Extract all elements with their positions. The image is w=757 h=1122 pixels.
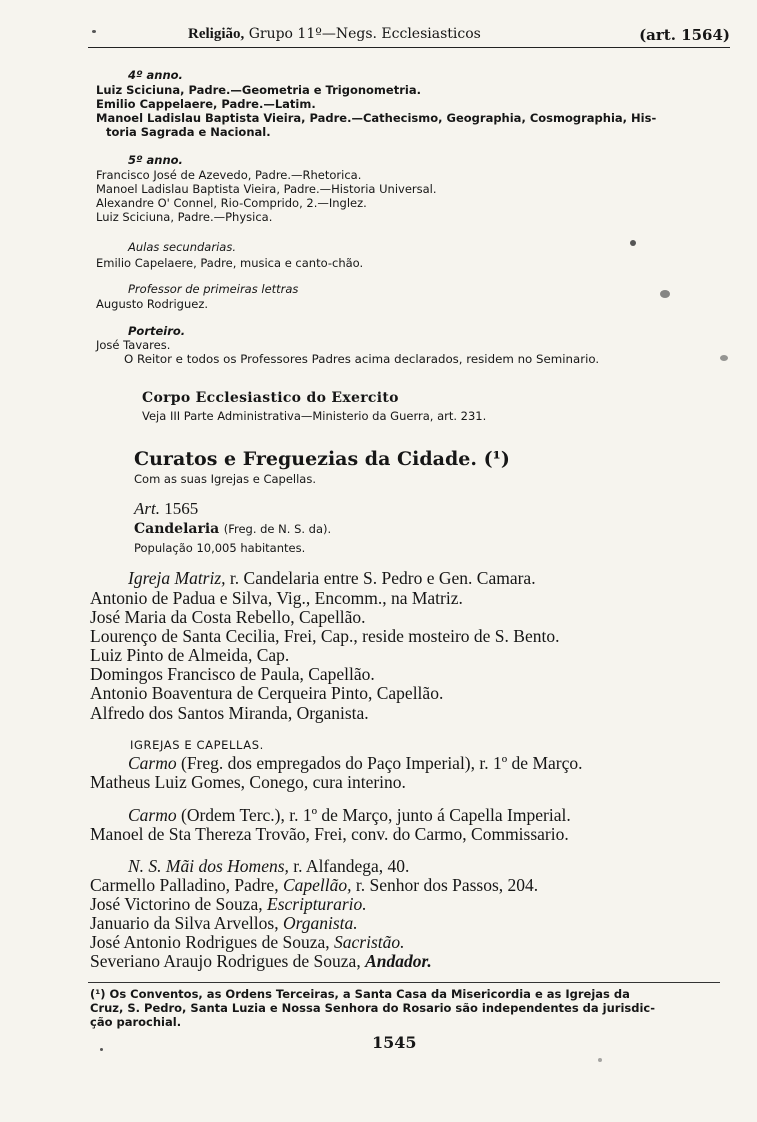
year4-line-2: Emilio Cappelaere, Padre.—Latim.	[96, 97, 316, 111]
aulas-heading: Aulas secundarias.	[128, 240, 236, 254]
scan-speck	[660, 290, 670, 298]
candelaria-freg: (Freg. de N. S. da).	[223, 522, 332, 536]
igrejas-heading: IGREJAS E CAPELLAS.	[130, 738, 264, 752]
header-article-ref: (art. 1564)	[639, 26, 730, 44]
year5-heading: 5º anno.	[128, 153, 183, 167]
running-header	[88, 26, 730, 48]
nsmai-person-2-role: Escripturario.	[267, 894, 367, 914]
nsmai-person-4-role: Sacristão.	[334, 932, 405, 952]
curatos-subtitle: Com as suas Igrejas e Capellas.	[134, 472, 316, 486]
matriz-person-4: Luiz Pinto de Almeida, Cap.	[90, 645, 290, 665]
nsmai-person-4-name: José Antonio Rodrigues de Souza,	[90, 932, 330, 952]
article-label: Art.	[134, 499, 160, 518]
nsmai-person-5-name: Severiano Araujo Rodrigues de Souza,	[90, 951, 361, 971]
nsmai-person-4	[90, 932, 405, 952]
professor-line: Augusto Rodriguez.	[96, 297, 209, 311]
reitor-line: O Reitor e todos os Professores Padres acima declarados, residem no Seminario.	[124, 352, 600, 366]
carmo-freg-address: (Freg. dos empregados do Paço Imperial), r. 1º de Março.	[181, 753, 583, 773]
curatos-title	[134, 448, 510, 470]
nsmai-address: r. Alfandega, 40.	[293, 856, 410, 876]
carmo-freg-person: Matheus Luiz Gomes, Conego, cura interino.	[90, 772, 406, 792]
page-number: 1545	[372, 1033, 417, 1052]
nsmai-person-1	[90, 875, 538, 895]
professor-heading: Professor de primeiras lettras	[128, 282, 299, 296]
scan-speck	[630, 240, 636, 246]
footnote-line-3: ção parochial.	[90, 1015, 182, 1029]
nsmai-person-2-name: José Victorino de Souza,	[90, 894, 263, 914]
carmo-ordem-line	[128, 805, 571, 825]
year5-line-3: Alexandre O' Connel, Rio-Comprido, 2.—Inglez.	[96, 196, 367, 210]
scan-speck	[92, 30, 96, 33]
matriz-person-2: José Maria da Costa Rebello, Capellão.	[90, 607, 366, 627]
carmo-ordem-address: (Ordem Terc.), r. 1º de Março, junto á Capella Imperial.	[181, 805, 571, 825]
year5-line-1: Francisco José de Azevedo, Padre.—Rhetorica.	[96, 168, 362, 182]
year5-line-2: Manoel Ladislau Baptista Vieira, Padre.—Historia Universal.	[96, 182, 437, 196]
carmo-ordem-name: Carmo	[128, 805, 177, 825]
year4-line-4: toria Sagrada e Nacional.	[106, 125, 271, 139]
candelaria-name: Candelaria	[134, 521, 220, 537]
matriz-address: r. Candelaria entre S. Pedro e Gen. Camara.	[229, 568, 536, 588]
footnote-line-2: Cruz, S. Pedro, Santa Luzia e Nossa Senhora do Rosario são independentes da jurisdic-	[90, 1001, 656, 1015]
nsmai-name: N. S. Mãi dos Homens,	[128, 856, 289, 876]
year5-line-4: Luiz Sciciuna, Padre.—Physica.	[96, 210, 273, 224]
matriz-person-1: Antonio de Padua e Silva, Vig., Encomm., na Matriz.	[90, 588, 463, 608]
candelaria-title	[134, 521, 331, 537]
year4-line-1: Luiz Sciciuna, Padre.—Geometria e Trigonometria.	[96, 83, 421, 97]
scan-speck	[100, 1048, 103, 1051]
nsmai-line	[128, 856, 409, 876]
populacao-line: População 10,005 habitantes.	[134, 541, 306, 555]
nsmai-person-3-name: Januario da Silva Arvellos,	[90, 913, 279, 933]
nsmai-person-1-role: Capellão,	[282, 875, 352, 895]
year4-heading: 4º anno.	[128, 68, 183, 82]
scan-speck	[720, 355, 728, 361]
header-section-title	[188, 26, 481, 43]
header-rule	[88, 47, 730, 48]
matriz-person-5: Domingos Francisco de Paula, Capellão.	[90, 664, 375, 684]
matriz-person-7: Alfredo dos Santos Miranda, Organista.	[90, 703, 369, 723]
nsmai-person-3-role: Organista.	[282, 913, 358, 933]
article-number	[134, 500, 198, 518]
year4-line-3: Manoel Ladislau Baptista Vieira, Padre.—Cathecismo, Geographia, Cosmographia, His-	[96, 111, 657, 125]
footnote-line-1: (¹) Os Conventos, as Ordens Terceiras, a Santa Casa da Misericordia e as Igrejas da	[90, 987, 630, 1001]
nsmai-person-1-address: r. Senhor dos Passos, 204.	[355, 875, 539, 895]
curatos-footnote-ref: (¹)	[483, 448, 510, 470]
matriz-person-3: Lourenço de Santa Cecilia, Frei, Cap., reside mosteiro de S. Bento.	[90, 626, 560, 646]
matriz-person-6: Antonio Boaventura de Cerqueira Pinto, Capellão.	[90, 683, 444, 703]
porteiro-heading: Porteiro.	[128, 324, 186, 338]
article-value: 1565	[164, 499, 199, 518]
scan-speck	[598, 1058, 602, 1062]
carmo-freg-name: Carmo	[128, 753, 177, 773]
nsmai-person-5-role: Andador.	[365, 951, 432, 971]
carmo-ordem-person: Manoel de Sta Thereza Trovão, Frei, conv. do Carmo, Commissario.	[90, 824, 569, 844]
carmo-freg-line	[128, 753, 583, 773]
matriz-name: Igreja Matriz,	[128, 568, 226, 588]
curatos-title-text: Curatos e Freguezias da Cidade.	[134, 448, 477, 470]
matriz-line	[128, 568, 536, 588]
nsmai-person-5	[90, 951, 432, 971]
corpo-line: Veja III Parte Administrativa—Ministerio da Guerra, art. 231.	[142, 409, 487, 423]
footnote-rule	[88, 982, 720, 983]
aulas-line: Emilio Capelaere, Padre, musica e canto-chão.	[96, 256, 364, 270]
header-group: Grupo 11º—Negs. Ecclesiasticos	[248, 26, 481, 42]
corpo-title: Corpo Ecclesiastico do Exercito	[142, 390, 399, 406]
nsmai-person-1-name: Carmello Palladino, Padre,	[90, 875, 279, 895]
nsmai-person-2	[90, 894, 367, 914]
header-religiao: Religião,	[188, 26, 245, 42]
nsmai-person-3	[90, 913, 358, 933]
porteiro-line: José Tavares.	[96, 338, 171, 352]
